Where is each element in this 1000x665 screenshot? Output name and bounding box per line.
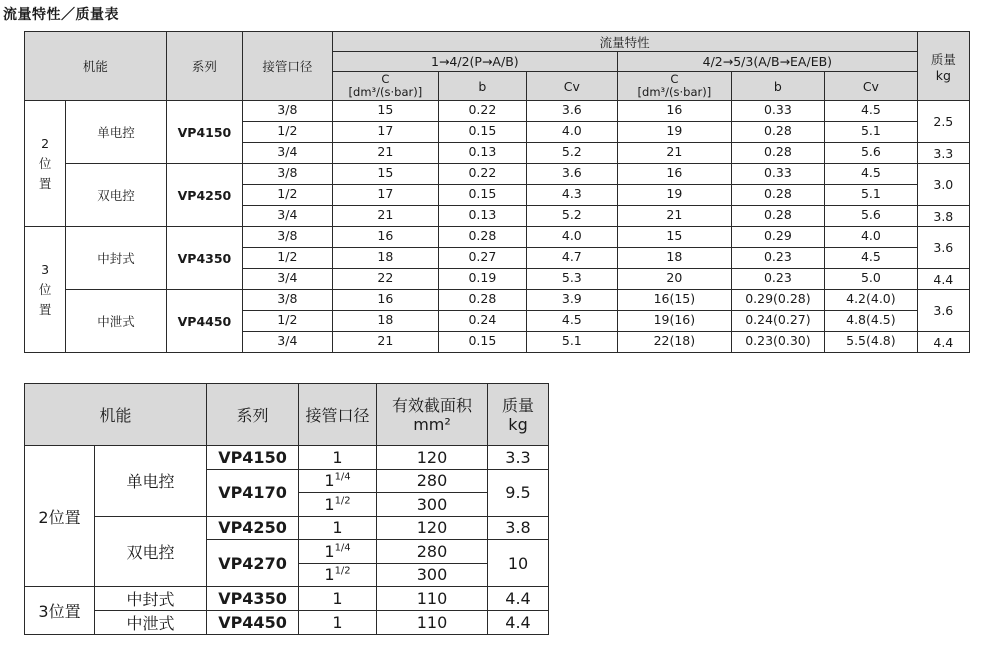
c-cell: 16 [332, 227, 439, 248]
cv-cell: 4.5 [825, 248, 918, 269]
c-cell: 16(15) [618, 290, 732, 311]
position-2: 2位置 [25, 446, 95, 587]
header-c-2 [618, 72, 732, 101]
b-cell: 0.23 [731, 248, 824, 269]
table-row [25, 587, 549, 611]
cv-cell: 4.0 [526, 122, 617, 143]
b-cell: 0.27 [439, 248, 526, 269]
cv-cell: 3.6 [526, 164, 617, 185]
mass-cell: 2.5 [917, 101, 969, 143]
port-fraction: 1/2 [334, 565, 351, 577]
cv-cell: 5.5(4.8) [825, 332, 918, 353]
mass-cell: 4.4 [917, 269, 969, 290]
cv-cell: 5.6 [825, 206, 918, 227]
port-cell: 1 [299, 611, 377, 635]
cv-cell: 4.8(4.5) [825, 311, 918, 332]
header-series: 系列 [207, 384, 299, 446]
header-c-1 [332, 72, 439, 101]
b-cell: 0.28 [439, 227, 526, 248]
port-fraction: 1/4 [334, 471, 351, 483]
cv-cell: 4.5 [825, 101, 918, 122]
mass-cell: 4.4 [488, 587, 549, 611]
b-cell: 0.23(0.30) [731, 332, 824, 353]
header-mass-label: 质量 [502, 395, 535, 415]
series-cell: VP4150 [207, 446, 299, 470]
c-cell: 21 [618, 143, 732, 164]
port-cell: 1/2 [243, 248, 332, 269]
c-cell: 21 [332, 332, 439, 353]
mass-cell: 9.5 [488, 469, 549, 516]
port-cell: 1/2 [243, 311, 332, 332]
port-cell: 1/2 [243, 122, 332, 143]
position-label: 置 [38, 175, 52, 191]
b-cell: 0.22 [439, 101, 526, 122]
function-single: 单电控 [95, 446, 207, 517]
area-cell: 110 [377, 587, 488, 611]
header-effective-area [377, 384, 488, 446]
c-cell: 21 [332, 206, 439, 227]
c-cell: 20 [618, 269, 732, 290]
c-cell: 16 [618, 164, 732, 185]
b-cell: 0.28 [731, 185, 824, 206]
series-cell: VP4350 [166, 227, 242, 290]
b-cell: 0.29 [731, 227, 824, 248]
header-c-label: C [670, 72, 679, 86]
b-cell: 0.28 [731, 143, 824, 164]
area-cell: 110 [377, 611, 488, 635]
mass-cell: 3.8 [917, 206, 969, 227]
position-cell [25, 101, 66, 227]
port-whole: 1 [324, 541, 335, 561]
port-fraction: 1/4 [334, 542, 351, 554]
function-exhaust-center: 中泄式 [95, 611, 207, 635]
table-row [25, 227, 970, 248]
series-cell: VP4250 [166, 164, 242, 227]
function-cell: 单电控 [66, 101, 167, 164]
b-cell: 0.28 [439, 290, 526, 311]
b-cell: 0.22 [439, 164, 526, 185]
header-cv-1: Cv [526, 72, 617, 101]
cv-cell: 5.1 [825, 122, 918, 143]
port-fraction: 1/2 [334, 495, 351, 507]
header-area-label: 有效截面积 [392, 395, 473, 415]
b-cell: 0.15 [439, 332, 526, 353]
cv-cell: 4.0 [526, 227, 617, 248]
b-cell: 0.28 [731, 206, 824, 227]
port-cell: 3/8 [243, 290, 332, 311]
port-cell: 3/8 [243, 101, 332, 122]
header-mass-unit: kg [935, 67, 951, 83]
cv-cell: 5.0 [825, 269, 918, 290]
c-cell: 18 [618, 248, 732, 269]
c-cell: 19(16) [618, 311, 732, 332]
cv-cell: 5.2 [526, 143, 617, 164]
port-cell: 1 [299, 516, 377, 540]
position-label: 3 [41, 261, 50, 277]
area-cell: 280 [377, 540, 488, 564]
c-cell: 22(18) [618, 332, 732, 353]
port-whole: 1 [324, 565, 335, 585]
c-cell: 16 [332, 290, 439, 311]
table-row [25, 516, 549, 540]
header-port-size: 接管口径 [243, 32, 332, 101]
header-direction-2: 4/2→5/3(A/B→EA/EB) [618, 52, 918, 72]
cv-cell: 4.5 [526, 311, 617, 332]
b-cell: 0.24(0.27) [731, 311, 824, 332]
port-cell: 3/4 [243, 269, 332, 290]
port-cell: 3/4 [243, 143, 332, 164]
cv-cell: 4.0 [825, 227, 918, 248]
header-cv-2: Cv [825, 72, 918, 101]
header-b-2: b [731, 72, 824, 101]
b-cell: 0.23 [731, 269, 824, 290]
position-cell [25, 227, 66, 353]
cv-cell: 5.2 [526, 206, 617, 227]
c-cell: 19 [618, 185, 732, 206]
function-cell: 中封式 [66, 227, 167, 290]
b-cell: 0.24 [439, 311, 526, 332]
page-title: 流量特性／质量表 [3, 7, 119, 23]
series-cell: VP4450 [166, 290, 242, 353]
c-cell: 19 [618, 122, 732, 143]
header-mass [917, 32, 969, 101]
c-cell: 15 [332, 101, 439, 122]
cv-cell: 5.1 [526, 332, 617, 353]
header-mass [488, 384, 549, 446]
cv-cell: 5.6 [825, 143, 918, 164]
port-cell: 3/8 [243, 227, 332, 248]
header-mass-unit: kg [508, 414, 528, 434]
position-3: 3位置 [25, 587, 95, 635]
flow-characteristics-table [24, 31, 970, 353]
header-function: 机能 [25, 32, 167, 101]
port-cell [299, 540, 377, 564]
cv-cell: 5.1 [825, 185, 918, 206]
effective-area-table [24, 383, 549, 635]
c-cell: 21 [618, 206, 732, 227]
area-cell: 120 [377, 516, 488, 540]
c-cell: 15 [618, 227, 732, 248]
b-cell: 0.33 [731, 164, 824, 185]
series-cell: VP4270 [207, 540, 299, 587]
mass-cell: 3.6 [917, 227, 969, 269]
b-cell: 0.19 [439, 269, 526, 290]
cv-cell: 4.3 [526, 185, 617, 206]
mass-cell: 3.8 [488, 516, 549, 540]
mass-cell: 3.3 [917, 143, 969, 164]
function-cell: 双电控 [66, 164, 167, 227]
port-cell: 3/8 [243, 164, 332, 185]
c-cell: 17 [332, 185, 439, 206]
series-cell: VP4170 [207, 469, 299, 516]
c-cell: 21 [332, 143, 439, 164]
header-function: 机能 [25, 384, 207, 446]
header-mass-label: 质量 [930, 51, 956, 67]
b-cell: 0.29(0.28) [731, 290, 824, 311]
header-flow-characteristics: 流量特性 [332, 32, 917, 52]
series-cell: VP4250 [207, 516, 299, 540]
mass-cell: 10 [488, 540, 549, 587]
port-whole: 1 [324, 471, 335, 491]
port-whole: 1 [324, 494, 335, 514]
port-cell: 3/4 [243, 206, 332, 227]
cv-cell: 4.5 [825, 164, 918, 185]
mass-cell: 3.3 [488, 446, 549, 470]
area-cell: 120 [377, 446, 488, 470]
series-cell: VP4450 [207, 611, 299, 635]
cv-cell: 4.7 [526, 248, 617, 269]
header-port-size: 接管口径 [299, 384, 377, 446]
port-cell: 1 [299, 446, 377, 470]
b-cell: 0.13 [439, 143, 526, 164]
table-row [25, 164, 970, 185]
c-cell: 18 [332, 248, 439, 269]
table-row [25, 446, 549, 470]
c-cell: 18 [332, 311, 439, 332]
position-label: 位 [38, 281, 52, 297]
position-label: 置 [38, 301, 52, 317]
header-b-1: b [439, 72, 526, 101]
b-cell: 0.28 [731, 122, 824, 143]
header-c-unit: [dm³/(s·bar)] [637, 85, 712, 99]
b-cell: 0.15 [439, 122, 526, 143]
position-label: 位 [38, 155, 52, 171]
mass-cell: 4.4 [917, 332, 969, 353]
c-cell: 22 [332, 269, 439, 290]
cv-cell: 3.9 [526, 290, 617, 311]
port-cell [299, 469, 377, 493]
mass-cell: 3.0 [917, 164, 969, 206]
table-row [25, 611, 549, 635]
header-area-unit: mm² [413, 414, 451, 434]
mass-cell: 4.4 [488, 611, 549, 635]
function-double: 双电控 [95, 516, 207, 587]
area-cell: 300 [377, 563, 488, 587]
header-direction-1: 1→4/2(P→A/B) [332, 52, 617, 72]
port-cell: 3/4 [243, 332, 332, 353]
c-cell: 17 [332, 122, 439, 143]
header-c-unit: [dm³/(s·bar)] [348, 85, 423, 99]
table-row [25, 101, 970, 122]
b-cell: 0.33 [731, 101, 824, 122]
port-cell [299, 493, 377, 517]
header-c-label: C [381, 72, 390, 86]
function-closed-center: 中封式 [95, 587, 207, 611]
cv-cell: 3.6 [526, 101, 617, 122]
b-cell: 0.13 [439, 206, 526, 227]
area-cell: 280 [377, 469, 488, 493]
series-cell: VP4150 [166, 101, 242, 164]
port-cell [299, 563, 377, 587]
table-row [25, 290, 970, 311]
series-cell: VP4350 [207, 587, 299, 611]
position-label: 2 [41, 135, 50, 151]
c-cell: 15 [332, 164, 439, 185]
b-cell: 0.15 [439, 185, 526, 206]
c-cell: 16 [618, 101, 732, 122]
cv-cell: 5.3 [526, 269, 617, 290]
header-series: 系列 [166, 32, 242, 101]
function-cell: 中泄式 [66, 290, 167, 353]
mass-cell: 3.6 [917, 290, 969, 332]
port-cell: 1/2 [243, 185, 332, 206]
port-cell: 1 [299, 587, 377, 611]
cv-cell: 4.2(4.0) [825, 290, 918, 311]
area-cell: 300 [377, 493, 488, 517]
